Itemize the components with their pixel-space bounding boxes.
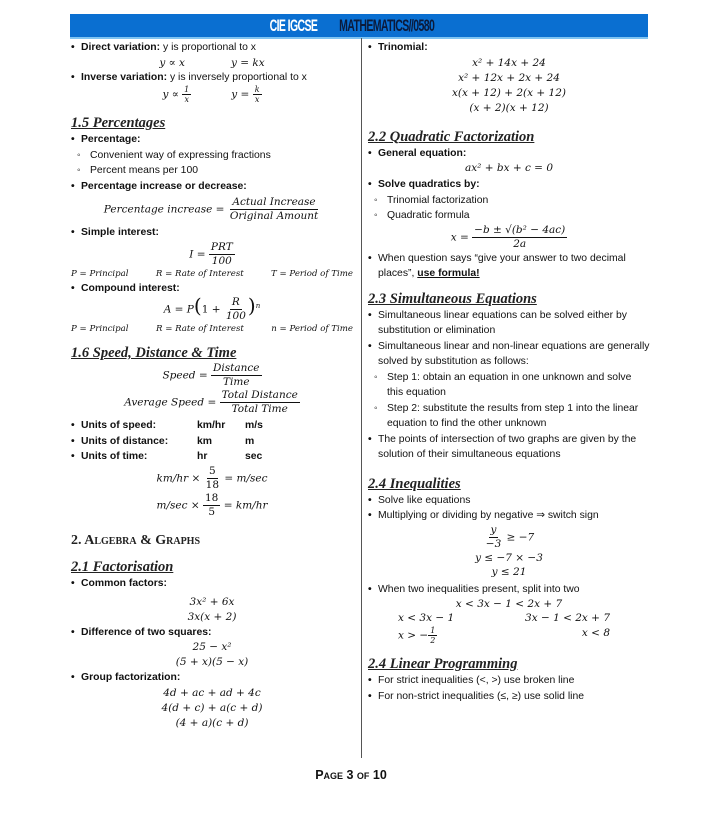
units-speed-row: • Units of speed: km/hr m/s [71, 418, 353, 434]
simultaneous-bullet-3: • The points of intersection of two graphs are given by the solution of their simultaneous equations [368, 432, 650, 463]
simultaneous-bullet-2: • Simultaneous linear and non-linear equations are generally solved by substitution as follows: [368, 339, 650, 370]
direct-eq-proportional: y ∝ x [159, 56, 185, 69]
column-divider [361, 38, 362, 758]
direct-variation-label: Direct variation: [81, 42, 161, 53]
inequalities-bullet-2: • Multiplying or dividing by negative ⇒ switch sign [368, 508, 650, 524]
speed-formula: Speed = $\frac{\text{Distance}}{\text{Time}}$ [162, 362, 260, 388]
inverse-eq-proportional: y ∝ $\frac{1}{x}$ [162, 85, 190, 104]
quadratic-formula: x = $\frac{\text{−b ± √(b² − 4ac)}}{2a}$ [450, 223, 566, 250]
split-inequality-row-1: x < 3x − 1 3x − 1 < 2x + 7 [398, 612, 610, 624]
section-heading-linear-programming: 2.4 Linear Programming [368, 656, 518, 672]
simple-interest-formula: I = $\frac{\text{PRT}}{100}$ [189, 240, 233, 267]
average-speed-formula: Average Speed = $\frac{\text{Total Distance}}{\text{Total Time}}$ [124, 389, 298, 415]
simultaneous-step-2: ◦ Step 2: substitute the results from step 1 into the linear equation to find the other unknown [368, 401, 650, 432]
general-equation: ax² + bx + c = 0 [464, 162, 553, 174]
split-inequality-main: x < 3x − 1 < 2x + 7 [455, 598, 563, 610]
left-column [71, 40, 353, 731]
simple-interest-label: • Simple interest: [71, 225, 353, 241]
document-header-bar [70, 14, 648, 39]
linear-programming-bullet-1: • For strict inequalities (<, >) use broken line [368, 673, 650, 689]
direct-variation-text: y is proportional to x [160, 42, 256, 53]
inequality-step-2: y ≤ −7 × −3 [475, 551, 543, 564]
inverse-variation-equations [71, 85, 353, 104]
header-title-prefix: CIE IGCSE [269, 15, 318, 35]
header-title-subject: MATHEMATICS//0580 [338, 15, 435, 35]
split-inequality-row-2: x > − $\frac{1}{2}$ x < 8 [398, 626, 610, 645]
solve-quadratics-label: • Solve quadratics by: [368, 177, 650, 193]
simultaneous-bullet-1: • Simultaneous linear equations can be solved either by substitution or elimination [368, 308, 650, 339]
section-heading-percentages: 1.5 Percentages [71, 115, 166, 131]
section-heading-quadratic: 2.2 Quadratic Factorization [368, 128, 535, 145]
percentage-increase-formula: Percentage increase = $\frac{\text{Actual Increase}}{\text{Original Amount}}$ [103, 196, 319, 222]
inverse-variation-label: Inverse variation: [81, 71, 168, 83]
percentage-incdec-label: • Percentage increase or decrease: [71, 179, 353, 195]
inequalities-bullet-1: • Solve like equations [368, 493, 650, 509]
percentage-sub-1: ◦ Convenient way of expressing fractions [71, 148, 353, 164]
direct-eq-constant: y = kx [230, 56, 265, 69]
common-factors-equations: 3x² + 6x 3x(x + 2) [187, 595, 237, 623]
compound-interest-legend: P = Principal R = Rate of Interest n = Period of Time [71, 324, 353, 334]
decimal-places-note: • When question says “give your answer to two decimal places”, use formula! [368, 251, 650, 282]
common-factors-label: • Common factors: [71, 576, 353, 592]
units-distance-row: • Units of distance: km m [71, 434, 353, 450]
percentage-label: • Percentage: [71, 132, 353, 148]
section-heading-speed: 1.6 Speed, Distance & Time [71, 345, 237, 361]
units-time-row: • Units of time: hr sec [71, 449, 353, 465]
conversion-ms-to-kmhr: m/sec × $\frac{18}{5}$ = km/hr [156, 491, 268, 518]
direct-variation-item [71, 40, 353, 56]
conversion-kmhr-to-ms: km/hr × $\frac{5}{18}$ = m/sec [156, 464, 268, 491]
difference-squares-equations: 25 − x² (5 + x)(5 − x) [175, 641, 249, 668]
compound-interest-formula: A = P(1 + $\frac{R}{100}$ )$^n$ [163, 293, 261, 322]
compound-interest-label: • Compound interest: [71, 281, 353, 297]
inverse-eq-constant: y = $\frac{k}{x}$ [231, 85, 260, 104]
inequality-step-3: y ≤ 21 [491, 565, 527, 578]
linear-programming-bullet-2: • For non-strict inequalities (≤, ≥) use solid line [368, 689, 650, 705]
general-equation-label: • General equation: [368, 146, 650, 162]
difference-squares-label: • Difference of two squares: [71, 625, 353, 641]
solve-sub-formula: ◦ Quadratic formula [368, 208, 650, 224]
solve-sub-trinomial: ◦ Trinomial factorization [368, 193, 650, 209]
inverse-variation-text: y is inversely proportional to x [167, 71, 307, 83]
percentage-sub-2: ◦ Percent means per 100 [71, 163, 353, 179]
right-column [368, 40, 650, 704]
direct-variation-equations [71, 56, 353, 70]
simple-interest-legend: P = Principal R = Rate of Interest T = Period of Time [71, 268, 353, 279]
section-heading-simultaneous: 2.3 Simultaneous Equations [368, 290, 537, 307]
inverse-variation-item [71, 70, 353, 86]
group-factorization-label: • Group factorization: [71, 670, 353, 686]
trinomial-label: • Trinomial: [368, 40, 650, 56]
section-heading-inequalities: 2.4 Inequalities [368, 475, 461, 492]
chapter-heading-algebra: 2. Algebra & Graphs [71, 532, 201, 548]
group-factorization-equations: 4d + ac + ad + 4c 4(d + c) + a(c + d) (4 + a)(c + d) [161, 686, 263, 729]
simultaneous-step-1: ◦ Step 1: obtain an equation in one unknown and solve this equation [368, 370, 650, 401]
page-number: Page 3 of 10 [315, 768, 387, 782]
trinomial-equations: x² + 14x + 24 x² + 12x + 2x + 24 x(x + 12) + 2(x + 12) (x + 2)(x + 12) [452, 56, 566, 114]
inequalities-bullet-3: • When two inequalities present, split into two [368, 582, 650, 598]
inequality-step-1: $\frac{y}{-3}$ ≥ −7 [485, 523, 535, 550]
section-heading-factorisation: 2.1 Factorisation [71, 559, 174, 575]
